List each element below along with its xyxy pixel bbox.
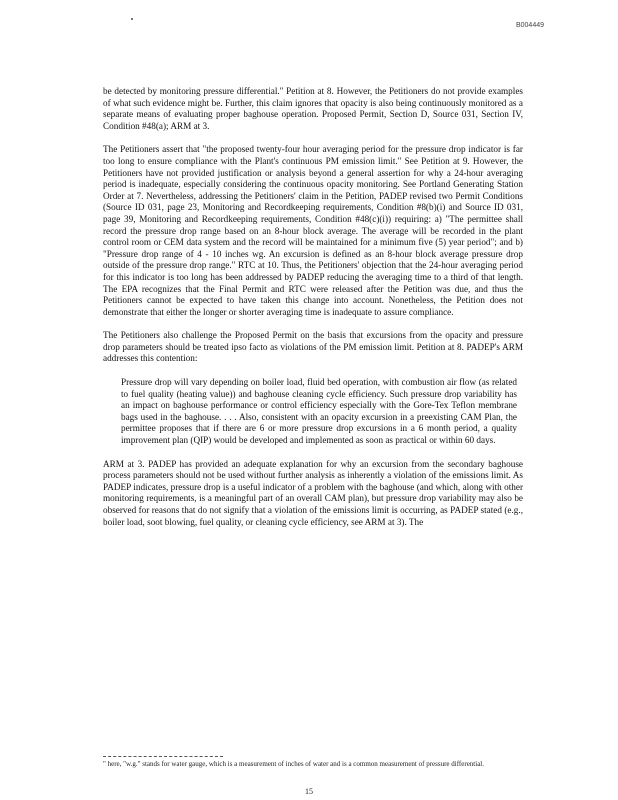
- footnote: " here, "w.g." stands for water gauge, which is a measurement of inches of water and is a common measurement of pressure differential.: [103, 760, 484, 768]
- body-text: [103, 86, 523, 540]
- scan-artifact: [131, 18, 133, 20]
- paragraph: The Petitioners also challenge the Proposed Permit on the basis that excursions from the opacity and pressure drop parameters should be treated ipso facto as violations of the PM emission limit. Petition at 8. PADEP's ARM addresses this contention:: [103, 330, 523, 364]
- footnote-separator: [103, 756, 223, 757]
- document-id: B004449: [515, 22, 544, 29]
- paragraph: be detected by monitoring pressure differential." Petition at 8. However, the Petitioners do not provide examples of what such evidence might be. Further, this claim ignores that opacity is also being continuously monitored as a separate means of evaluating proper baghouse operation. Proposed Permit, Section D, Source 031, Section IV, Condition #48(a); ARM at 3.: [103, 86, 523, 131]
- block-quote: Pressure drop will vary depending on boiler load, fluid bed operation, with combustion air flow (as related to fuel quality (heating value)) and baghouse cleaning cycle efficiency. Such pressure drop variability has an impact on baghouse performance or control efficiency especially with the Gore-Tex Teflon membrane bags used in the baghouse. . . . Also, consistent with an opacity excursion in a preexisting CAM Plan, the permittee proposes that if there are 6 or more pressure drop excursions in a 6 month period, a quality improvement plan (QIP) would be developed and implemented as soon as practical or within 60 days.: [121, 377, 517, 446]
- paragraph: The Petitioners assert that "the proposed twenty-four hour averaging period for the pressure drop indicator is far too long to ensure compliance with the Plant's continuous PM emission limit." See Petition at 9. However, the Petitioners have not provided justification or analysis beyond a general assertion for why a 24-hour averaging period is inadequate, especially considering the continuous opacity monitoring. See Portland Generating Station Order at 7. Nevertheless, addressing the Petitioners' claim in the Petition, PADEP revised two Permit Conditions (Source ID 031, page 23, Monitoring and Recordkeeping requirements, Condition #8(b)(i) and Source ID 031, page 39, Monitoring and Recordkeeping requirements, Condition #48(c)(i)) requiring: a) "The permittee shall record the pressure drop range based on an 8-hour block average. The average will be recorded in the plant control room or CEM data system and the record will be maintained for a minimum five (5) year period"; and b) "Pressure drop range of 4 - 10 inches wg. An excursion is defined as an 8-hour block average pressure drop outside of the pressure drop range." RTC at 10. Thus, the Petitioners' objection that the 24-hour averaging period for this indicator is too long has been addressed by PADEP reducing the averaging time to a third of that length. The EPA recognizes that the Final Permit and RTC were released after the Petition was due, and thus the Petitioners cannot be expected to have taken this change into account. Nonetheless, the Petition does not demonstrate that either the longer or shorter averaging time is inadequate to assure compliance.: [103, 144, 523, 317]
- page-number: 15: [305, 787, 313, 796]
- paragraph: ARM at 3. PADEP has provided an adequate explanation for why an excursion from the secondary baghouse process parameters should not be used without further analysis as inherently a violation of the emissions limit. As PADEP indicates, pressure drop is a useful indicator of a problem with the baghouse (and which, along with other monitoring requirements, is a meaningful part of an overall CAM plan), but pressure drop variability may also be observed for reasons that do not signify that a violation of the emissions limit is occurring, as PADEP stated (e.g., boiler load, soot blowing, fuel quality, or cleaning cycle efficiency, see ARM at 3). The: [103, 458, 523, 527]
